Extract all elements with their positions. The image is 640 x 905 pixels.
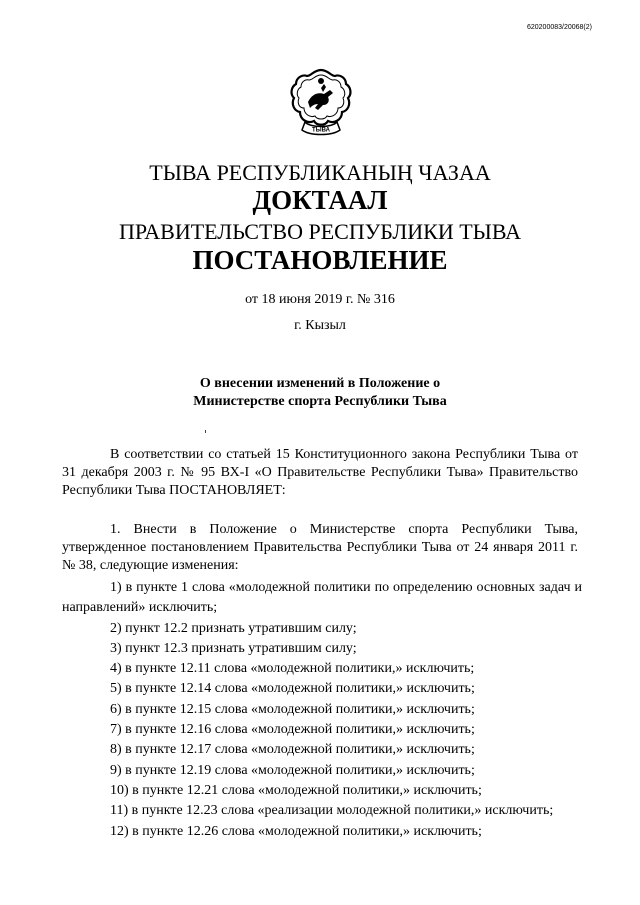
list-item: 9) в пункте 12.19 слова «молодежной политики,» исключить; [110, 762, 475, 778]
decree-title [0, 375, 640, 411]
decree-title-line1: О внесении изменений в Положение о [199, 376, 441, 391]
decree-city: г. Кызыл [294, 318, 346, 333]
list-item: 5) в пункте 12.14 слова «молодежной политики,» исключить; [110, 681, 475, 697]
list-item: 4) в пункте 12.11 слова «молодежной политики,» исключить; [110, 661, 475, 677]
header-tuvan-government: ТЫВА РЕСПУБЛИКАНЫҢ ЧАЗАА [149, 160, 491, 185]
decree-title-line2: Министерстве спорта Республики Тыва [193, 394, 447, 409]
list-item: 3) пункт 12.3 признать утратившим силу; [110, 640, 357, 656]
list-item: 7) в пункте 12.16 слова «молодежной политики,» исключить; [110, 722, 475, 738]
tuva-emblem-icon [288, 68, 354, 142]
header-tuvan-decree: ДОКТААЛ [252, 185, 388, 215]
list-item: 12) в пункте 12.26 слова «молодежной политики,» исключить; [110, 823, 482, 839]
header-russian-government: ПРАВИТЕЛЬСТВО РЕСПУБЛИКИ ТЫВА [118, 219, 522, 244]
list-item: 11) в пункте 12.23 слова «реализации молодежной политики,» исключить; [110, 803, 554, 819]
scan-mark [205, 430, 206, 433]
list-item: 8) в пункте 12.17 слова «молодежной политики,» исключить; [110, 742, 475, 758]
list-item: 2) пункт 12.2 признать утратившим силу; [110, 620, 357, 636]
document-number: 620200083/20068(2) [526, 24, 592, 31]
preamble: В соответствии со статьей 15 Конституционного закона Республики Тыва от 31 декабря 2003 г. № 95 ВХ-I «О Правительстве Республики Тыва» Правительство Республики Тыва ПОСТАНОВЛЯЕТ: [62, 447, 578, 498]
decree-date: от 18 июня 2019 г. № 316 [245, 292, 395, 307]
list-item: 10) в пункте 12.21 слова «молодежной политики,» исключить; [110, 782, 482, 798]
amendment-list [62, 578, 582, 842]
list-item: 1) в пункте 1 слова «молодежной политики по определению основных задач и направлений» исключить; [62, 580, 582, 616]
list-item: 6) в пункте 12.15 слова «молодежной политики,» исключить; [110, 701, 475, 717]
emblem-label: ТЫВА [312, 127, 330, 134]
header-russian-decree: ПОСТАНОВЛЕНИЕ [192, 245, 448, 275]
point-1: 1. Внести в Положение о Министерстве спорта Республики Тыва, утвержденное постановлением Правительства Республики Тыва от 24 января 2011 г. № 38, следующие изменения: [62, 522, 578, 573]
